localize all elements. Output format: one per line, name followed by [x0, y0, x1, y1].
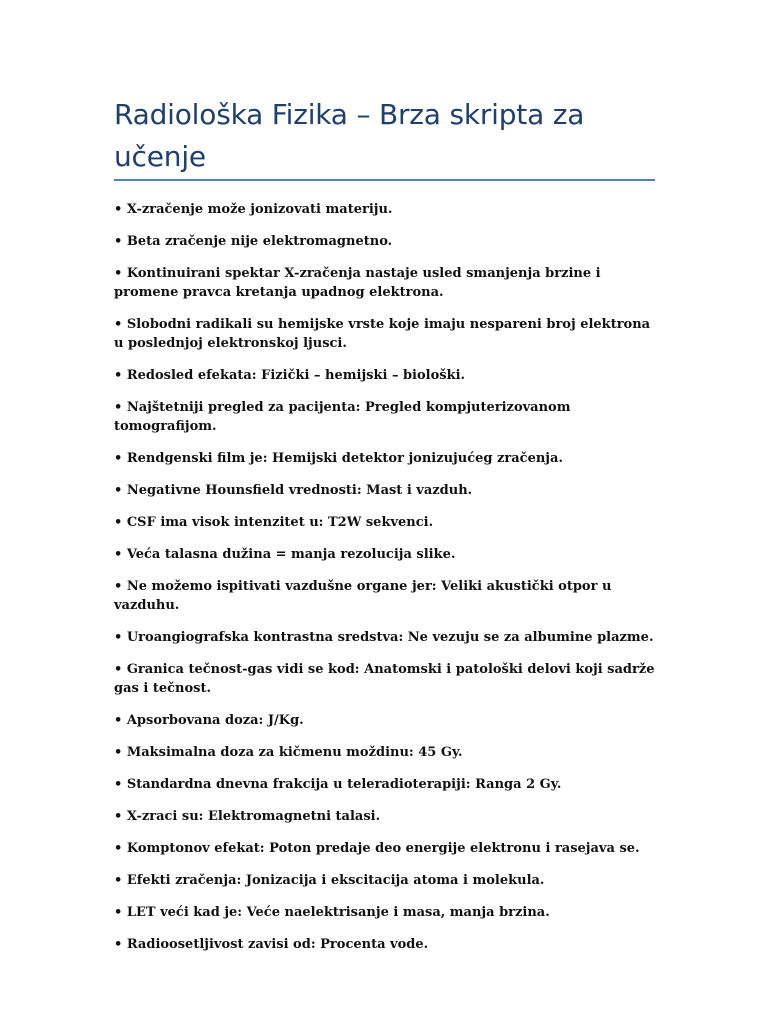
bullet-item: • X-zračenje može jonizovati materiju.: [114, 202, 393, 217]
bullet-item: • Redosled efekata: Fizički – hemijski – biološki.: [114, 368, 466, 383]
document-title: Radiološka Fizika – Brza skripta za učenje: [114, 98, 585, 173]
bullet-item: • Negativne Hounsfield vrednosti: Mast i vazduh.: [114, 483, 473, 498]
bullet-item: • Beta zračenje nije elektromagnetno.: [114, 234, 393, 249]
bullet-item: • Najštetniji pregled za pacijenta: Pregled kompjuterizovanom tomografijom.: [114, 400, 571, 434]
bullet-item: • Standardna dnevna frakcija u teleradioterapiji: Ranga 2 Gy.: [114, 777, 562, 792]
bullet-item: • Maksimalna doza za kičmenu moždinu: 45 Gy.: [114, 745, 463, 760]
bullet-item: • CSF ima visok intenzitet u: T2W sekvenci.: [114, 515, 434, 530]
bullet-item: • LET veći kad je: Veće naelektrisanje i masa, manja brzina.: [114, 905, 550, 920]
bullet-item: • Efekti zračenja: Jonizacija i ekscitacija atoma i molekula.: [114, 873, 545, 888]
bullet-item: • X-zraci su: Elektromagnetni talasi.: [114, 809, 381, 824]
title-underline: [114, 179, 655, 181]
bullet-item: • Uroangiografska kontrastna sredstva: Ne vezuju se za albumine plazme.: [114, 630, 654, 645]
bullet-item: • Granica tečnost-gas vidi se kod: Anatomski i patološki delovi koji sadrže gas i tečnost.: [114, 662, 655, 696]
bullet-item: • Komptonov efekat: Poton predaje deo energije elektronu i rasejava se.: [114, 841, 640, 856]
bullet-item: • Apsorbovana doza: J/Kg.: [114, 713, 304, 728]
bullet-item: • Rendgenski film je: Hemijski detektor jonizujućeg zračenja.: [114, 451, 563, 466]
bullet-item: • Radioosetljivost zavisi od: Procenta vode.: [114, 937, 429, 952]
bullet-item: • Slobodni radikali su hemijske vrste koje imaju nespareni broj elektrona u poslednjoj elektronskoj ljusci.: [114, 317, 651, 351]
bullet-item: • Ne možemo ispitivati vazdušne organe jer: Veliki akustički otpor u vazduhu.: [114, 579, 612, 613]
bullet-list: [114, 200, 659, 967]
bullet-item: • Veća talasna dužina = manja rezolucija slike.: [114, 547, 456, 562]
bullet-item: • Kontinuirani spektar X-zračenja nastaje usled smanjenja brzine i promene pravca kretanja upadnog elektrona.: [114, 266, 601, 300]
